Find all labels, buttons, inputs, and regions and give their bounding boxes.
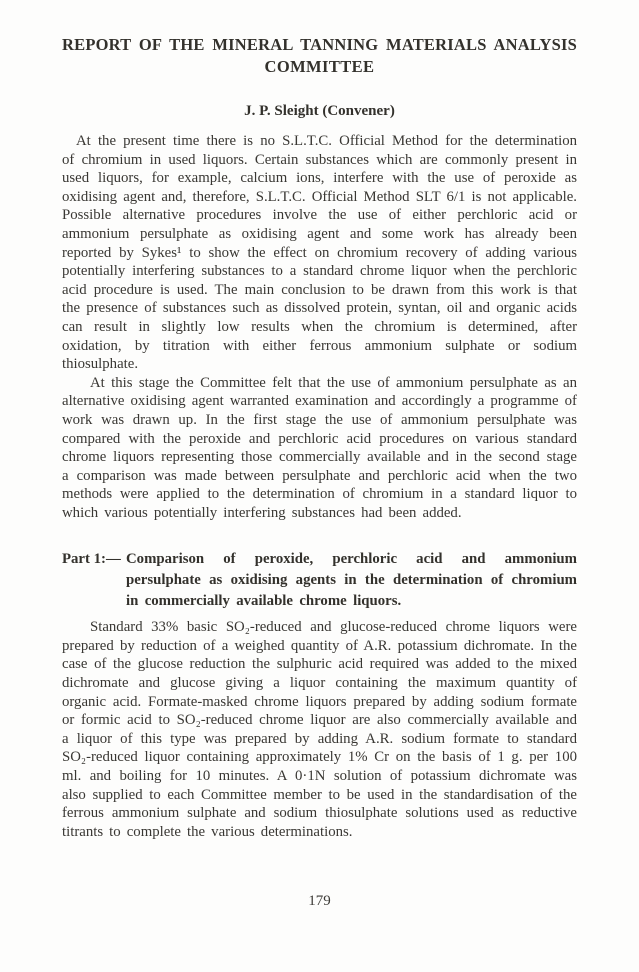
paragraph-part1-body: Standard 33% basic SO₂-reduced and glucose-reduced chrome liquors were prepared by reduction of a weighed quantity of A.R. potassium dichromate. In the case of the glucose reduction the sulphuric acid required was added to the mixed dichromate and glucose giving a liquor containing the maximum quantity of organic acid. Formate-masked chrome liquors prepared by adding sodium formate or formic acid to SO₂-reduced chrome liquor are also commercially available and a liquor of this type was prepared by adding A.R. sodium formate to standard SO₂-reduced liquor containing approximately 1% Cr on the basis of 1 g. per 100 ml. and boiling for 10 minutes. A 0·1N solution of potassium dichromate was also supplied to each Committee member to be used in the standardisation of the ferrous ammonium sulphate and sodium thiosulphate solutions used as reductive titrants to complete the various determinations. — [62, 619, 577, 840]
report-title-line1: REPORT OF THE MINERAL TANNING MATERIALS ANALYSIS — [62, 35, 577, 54]
part1-heading — [62, 549, 577, 611]
byline: J. P. Sleight (Convener) — [244, 103, 395, 119]
report-title-line2: COMMITTEE — [264, 57, 375, 76]
part1-label: Part 1:— — [62, 551, 121, 568]
paragraph-committee-stage: At this stage the Committee felt that the use of ammonium persulphate as an alternative oxidising agent warranted examination and accordingly a programme of work was drawn up. In the first stage the use of ammonium persulphate was compared with the peroxide and perchloric acid procedures on various standard chrome liquors representing those commercially available and in the second stage a comparison was made between persulphate and perchloric acid when the two methods were applied to the determination of chromium in a standard liquor to which various potentially interfering substances had been added. — [62, 374, 577, 521]
report-title — [62, 34, 577, 78]
document-body — [62, 132, 577, 841]
paragraph-intro: At the present time there is no S.L.T.C. Official Method for the determination of chromium in used liquors. Certain substances which are commonly present in used liquors, for example, calcium ions, interfere with the use of peroxide as oxidising agent and, therefore, S.L.T.C. Official Method SLT 6/1 is not applicable. Possible alternative procedures involve the use of either perchloric acid or ammonium persulphate as oxidising agent and some work has already been reported by Sykes¹ to show the effect on chromium recovery of adding various potentially interfering substances to a standard chrome liquor when the perchloric acid procedure is used. The main conclusion to be drawn from this work is that the presence of substances such as dissolved protein, syntan, oil and organic acids can result in slightly low results when the chromium is determined, after oxidation, by titration with either ferrous ammonium sulphate or sodium thiosulphate. — [62, 133, 577, 373]
part1-heading-text: Comparison of peroxide, perchloric acid and ammonium persulphate as oxidising agents in the determination of chromium in commercially available chrome liquors. — [126, 551, 577, 609]
page-number: 179 — [308, 893, 331, 909]
